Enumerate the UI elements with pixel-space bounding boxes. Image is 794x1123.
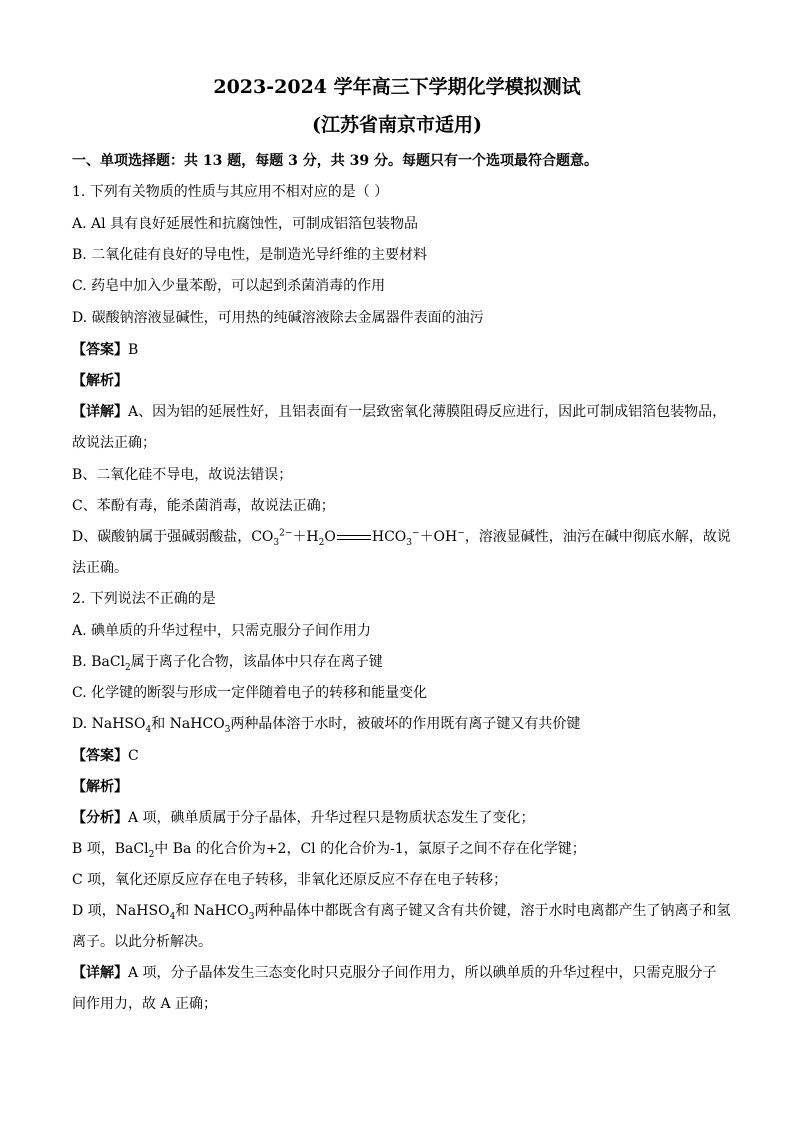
fenxi-label: 【分析】 [72,810,128,826]
page-title: 2023-2024 学年高三下学期化学模拟测试 [213,76,581,98]
sub: 4 [169,911,176,922]
formula-part: ＋OH [419,529,458,545]
q1-option-c: C. 药皂中加入少量苯酚，可以起到杀菌消毒的作用 [72,278,386,294]
q2-stem: 2. 下列说法不正确的是 [72,591,216,607]
q2-fenxi-b [72,838,586,858]
detail-d-prefix: D、碳酸钠属于强碱弱酸盐，CO [72,529,274,545]
option-text: 两种晶体溶于水时，被破坏的作用既有离子键又有共价键 [230,716,581,732]
q1-detail-a-cont: 故说法正确； [72,435,156,451]
sup: − [412,528,420,539]
sub: 3 [273,537,280,548]
q1-detail-d-cont: 法正确。 [72,560,128,576]
formula-part: HCO [371,529,407,545]
equilibrium-arrow-icon [337,534,371,541]
formula-part: O [324,529,336,545]
sub: 3 [406,537,413,548]
q2-option-a: A. 碘单质的升华过程中，只需克服分子间作用力 [72,623,372,639]
answer-value: B [128,342,139,358]
q1-answer [72,339,138,359]
q1-analysis-label: 【解析】 [72,373,128,389]
q2-fenxi-a [72,807,535,827]
detail-text: A、因为铝的延展性好，且铝表面有一层致密氧化薄膜阻碍反应进行，因此可制成铝箔包装物品， [128,404,727,420]
section-header: 一、单项选择题：共 13 题，每题 3 分，共 39 分。每题只有一个选项最符合题意。 [72,153,598,169]
q1-option-b: B. 二氧化硅有良好的导电性，是制造光导纤维的主要材料 [72,247,428,263]
fenxi-text: 两种晶体中都既含有离子键又含有共价键，溶于水时电离都产生了钠离子和氢 [254,903,731,919]
sub: 2 [148,849,155,860]
q1-detail-a [72,401,726,421]
q2-option-d [72,713,580,733]
detail-d-suffix: ，溶液显碱性，油污在碱中彻底水解，故说 [464,529,731,545]
answer-value: C [128,748,139,764]
q2-option-c: C. 化学键的断裂与形成一定伴随着电子的转移和能量变化 [72,685,428,701]
option-text: 和 NaHCO [151,716,225,732]
formula-part: ＋H [292,529,319,545]
q1-detail-c: C、苯酚有毒，能杀菌消毒，故说法正确； [72,498,335,514]
q2-answer [72,745,139,765]
fenxi-text: D 项，NaHSO [72,903,170,919]
detail-label: 【详解】 [72,965,128,981]
q2-analysis-label: 【解析】 [72,779,128,795]
fenxi-text: 和 NaHCO [175,903,249,919]
sup: 2− [279,528,293,539]
q2-detail-a-cont: 间作用力，故 A 正确； [72,996,218,1012]
option-text: B. BaCl [72,654,126,670]
q2-fenxi-d-cont: 离子。以此分析解决。 [72,934,212,950]
fenxi-text: A 项，碘单质属于分子晶体，升华过程只是物质状态发生了变化； [128,810,535,826]
q2-fenxi-d [72,900,730,920]
q1-detail-d [72,526,731,546]
fenxi-text: 中 Ba 的化合价为+2，Cl 的化合价为-1，氯原子之间不存在化学键； [154,841,586,857]
answer-label: 【答案】 [72,342,128,358]
sup: − [457,528,465,539]
page-subtitle: (江苏省南京市适用) [312,114,482,136]
q2-detail-a [72,962,717,982]
q1-stem: 1. 下列有关物质的性质与其应用不相对应的是（ ） [72,184,389,200]
sub: 2 [318,537,325,548]
sub: 3 [224,724,231,735]
sub: 3 [248,911,255,922]
detail-label: 【详解】 [72,404,128,420]
answer-label: 【答案】 [72,748,128,764]
q1-detail-b: B、二氧化硅不导电，故说法错误； [72,467,293,483]
option-text: 属于离子化合物，该晶体中只存在离子键 [130,654,383,670]
sub: 4 [145,724,152,735]
q1-option-d: D. 碳酸钠溶液显碱性，可用热的纯碱溶液除去金属器件表面的油污 [72,310,484,326]
sub: 2 [125,662,131,673]
fenxi-text: B 项，BaCl [72,841,149,857]
q1-option-a: A. Al 具有良好延展性和抗腐蚀性，可制成铝箔包装物品 [72,216,419,232]
q2-option-b [72,651,383,671]
option-text: D. NaHSO [72,716,146,732]
detail-text: A 项，分子晶体发生三态变化时只克服分子间作用力，所以碘单质的升华过程中，只需克服分子 [128,965,717,981]
q2-fenxi-c: C 项，氧化还原反应存在电子转移，非氧化还原反应不存在电子转移； [72,872,508,888]
